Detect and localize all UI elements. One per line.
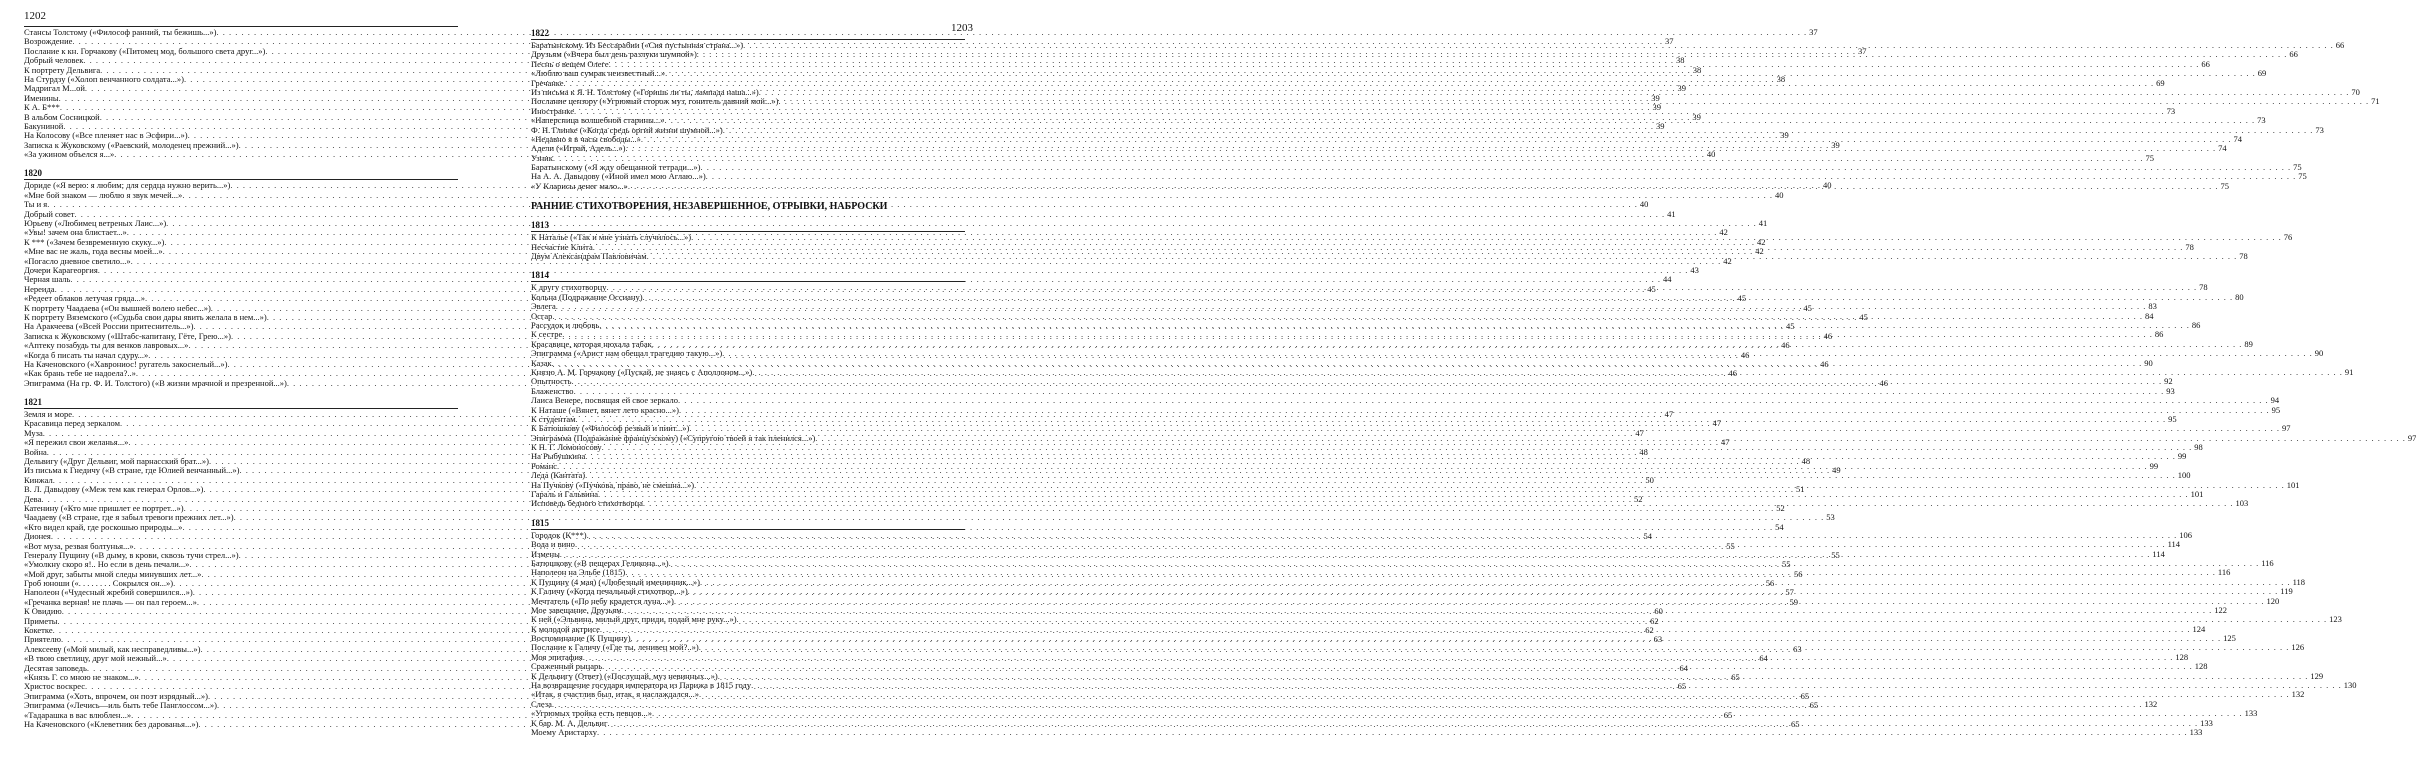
year-heading: 1813 (531, 220, 549, 231)
entry-title: Мадригал М...ой (24, 83, 85, 94)
entry-title: Нереида (24, 283, 55, 294)
entry-title: В альбом Сосницкой (24, 111, 100, 122)
dot-leader (647, 252, 2238, 261)
entry-page: 65 (1723, 709, 1733, 720)
entry-title: Вода и вино (531, 539, 575, 550)
entry-page: 128 (2194, 661, 2208, 672)
entry-title: Послание цензору («Угрюмый сторож муз, гонитель давний мой...») (531, 96, 779, 107)
entry-title: На А. А. Давыдову («Иной имел мою Аглаю...») (531, 171, 706, 182)
entry-title: «Люблю ваш сумрак неизвестный...» (531, 68, 666, 79)
entry-title: Эпиграмма («Хоть, впрочем, он поэт изрядный...») (24, 690, 208, 701)
entry-page: 99 (2177, 451, 2187, 462)
entry-page: 46 (1879, 377, 1888, 388)
entry-title: Измены (531, 548, 560, 559)
entry-page: 41 (1667, 208, 1676, 219)
entry-title: Десятая заповедь (24, 662, 87, 673)
entry-title: К Овидию (24, 606, 62, 617)
entry-title: К Н. Г. Ломоносову (531, 442, 602, 453)
year-heading: 1822 (531, 28, 549, 38)
entry-page: 86 (2154, 329, 2164, 340)
entry-page: 75 (2293, 162, 2302, 173)
entry-title: Рассудок и любовь (531, 319, 600, 330)
entry-page: 83 (2148, 301, 2157, 312)
entry-title: Красавица перед зеркалом (24, 418, 120, 429)
entry-page: 52 (1633, 493, 1643, 504)
entry-page: 39 (1831, 139, 1840, 150)
entry-page: 101 (2190, 489, 2204, 500)
entry-page: 42 (1755, 246, 1764, 257)
entry-page: 73 (2257, 115, 2266, 126)
entry-title: Ты и я (24, 199, 48, 210)
entry-title: Дочери Карагеоргия (24, 264, 98, 275)
entry-title: На Стурдзу («Холоп венчанного солдата...») (24, 73, 184, 84)
entry-page: 39 (1692, 111, 1701, 122)
entry-title: «У Кларисы денег мало...» (531, 180, 628, 191)
entry-title: Черная шаль (24, 274, 71, 285)
entry-page: 55 (1782, 559, 1791, 570)
entry-title: Эвлега (531, 301, 556, 312)
entry-page: 73 (2166, 105, 2176, 116)
entry-page: 47 (1720, 437, 1730, 448)
entry-page: 97 (2281, 423, 2291, 434)
entry-page: 123 (2329, 614, 2342, 625)
entry-title: «Вот муза, резвая болтунья...» (24, 540, 134, 551)
entry-title: К Наташе («Вянет, вянет лето красно...») (531, 404, 679, 415)
entry-title: Несчастие Клита (531, 241, 593, 252)
entry-title: Генералу Пущину («В дыму, в крови, сквозь тучи стрел...») (24, 549, 239, 560)
entry-page: 95 (2271, 404, 2281, 415)
entry-page: 46 (1820, 358, 1829, 369)
entry-title: Мое завещание. Друзьям (531, 604, 622, 615)
entry-page: 47 (1712, 418, 1722, 429)
entry-title: К другу стихотворцу (531, 282, 607, 293)
entry-title: Кинжал (24, 474, 53, 485)
entry-title: Юрьеву («Любимец ветреных Лаис...») (24, 218, 167, 229)
entry-title: Городок (К***) (531, 529, 587, 540)
entry-page: 76 (2283, 232, 2293, 243)
entry-title: «Умолкну скоро я!.. Но если в день печали...» (24, 559, 190, 570)
entry-page: 51 (1796, 484, 1805, 495)
entry-page: 63 (1793, 643, 1802, 654)
entry-page: 114 (2152, 548, 2165, 559)
entry-title: К *** («Зачем безвременную скуку...») (24, 236, 165, 247)
entry-page: 56 (1765, 578, 1775, 589)
entry-page: 54 (1775, 521, 1784, 532)
entry-title: «Гречанка верная! не плачь — он пал героем...» (24, 596, 197, 607)
entry-page: 129 (2310, 670, 2324, 681)
entry-title: Христос воскрес (24, 681, 85, 692)
entry-title: Красавице, которая нюхала табак (531, 338, 652, 349)
entry-page: 40 (1639, 199, 1649, 210)
entry-title: Приметы (24, 615, 58, 626)
entry-page: 40 (1706, 149, 1716, 160)
entry-page: 45 (1786, 321, 1795, 332)
entry-title: Возрождение (24, 36, 73, 47)
entry-page: 114 (2167, 539, 2180, 550)
entry-page: 119 (2280, 586, 2293, 597)
entry-page: 65 (1677, 681, 1687, 692)
entry-title: «Тадарашка в вас влюблен...» (24, 709, 132, 720)
entry-page: 78 (2185, 241, 2194, 252)
entry-page: 125 (2223, 633, 2236, 644)
dot-leader (643, 499, 2234, 508)
entry-title: Ф. Н. Глинке («Когда средь оргий жизни шумной...») (531, 124, 723, 135)
entry-title: Стансы Толстому («Философ ранний, ты бежишь...») (24, 27, 217, 37)
entry-title: Моему Аристарху (531, 727, 597, 737)
entry-page: 133 (2244, 708, 2258, 719)
entry-page: 97 (2407, 432, 2416, 443)
entry-title: К А. Б*** (24, 102, 60, 113)
entry-page: 103 (2235, 498, 2249, 509)
entry-title: Наполеон («Чудесный жребий совершился...») (24, 587, 193, 598)
entry-title: Приятелю (24, 634, 61, 645)
entry-title: «Мне вас не жаль, года весны моей...» (24, 246, 163, 257)
entry-page: 47 (1664, 409, 1674, 420)
entry-page: 63 (1653, 634, 1663, 645)
entry-page: 38 (1776, 73, 1786, 84)
entry-page: 122 (2214, 604, 2227, 615)
entry-title: Добрый совет (24, 208, 75, 219)
entry-page: 69 (2257, 68, 2267, 79)
entry-title: Романс (531, 460, 558, 471)
entry-page: 90 (2314, 348, 2324, 359)
entry-title: Баратынскому. Из Бессарабии («Сия пустынная страна...») (531, 40, 744, 50)
entry-title: К Батюшкову («Философ резвый и пиит...») (531, 423, 690, 434)
entry-title: Дельвигу («Друг Дельвиг, мой парнасский брат...») (24, 456, 209, 467)
entry-title: «В твою светлицу, друг мой нежный...» (24, 653, 167, 664)
entry-page: 39 (1780, 130, 1789, 141)
entry-title: Гречанке (531, 77, 564, 88)
entry-page: 89 (2244, 338, 2253, 349)
entry-title: Осгар (531, 310, 553, 321)
entry-page: 42 (1723, 255, 1732, 266)
entry-page: 93 (2166, 385, 2175, 396)
entry-page: 69 (2156, 77, 2165, 88)
entry-title: Из письма к Я. Н. Толстому («Горишь ли ты, лампада наша...») (531, 86, 759, 97)
entry-page: 56 (1793, 568, 1803, 579)
entry-page: 59 (1789, 596, 1799, 607)
entry-title: «Увы! зачем она блистает...» (24, 227, 127, 238)
entry-title: «За ужином объелся я...» (24, 149, 115, 160)
entry-title: Гараль и Гальвина (531, 489, 599, 500)
entry-title: Баратынскому («Я жду обещанной тетради...») (531, 162, 701, 173)
entry-title: Дионея (24, 531, 51, 542)
entry-page: 62 (1650, 615, 1659, 626)
entry-page: 84 (2145, 310, 2154, 321)
entry-title: Именины (24, 92, 59, 103)
entry-title: На Колосову («Все пленяет нас в Эсфири...») (24, 130, 188, 141)
entry-title: Слеза (531, 698, 552, 709)
entry-title: «Итак, я счастлив был, итак, я наслаждался...» (531, 689, 700, 700)
entry-page: 106 (2179, 529, 2192, 540)
entry-title: Добрый человек (24, 55, 84, 66)
entry-page: 65 (1731, 672, 1740, 682)
entry-title: На Рыбушкина (531, 451, 586, 462)
dot-leader (628, 182, 2219, 191)
entry-title: «Как брань тебе не надоела?..» (24, 368, 136, 379)
entry-title: Дориде («Я верю: я любим; для сердца нужно верить...») (24, 180, 231, 191)
entry-title: Двум Александрам Павловичам (531, 251, 647, 262)
entry-page: 86 (2191, 319, 2201, 330)
entry-page: 74 (2218, 143, 2227, 154)
entry-title: «Угрюмых тройка есть певцов...» (531, 708, 652, 719)
entry-title: Чаадаеву («В стране, где я забыл тревоги прежних лет...») (24, 512, 234, 523)
entry-page: 75 (2298, 171, 2307, 182)
entry-page: 66 (2201, 58, 2210, 69)
entry-title: К студентам (531, 413, 576, 424)
entry-page: 40 (1774, 189, 1784, 200)
entry-page: 80 (2235, 291, 2244, 302)
entry-title: К Дельвигу (Ответ) («Послушай, муз невинных...») (531, 670, 718, 681)
entry-page: 100 (2177, 470, 2191, 481)
entry-page: 46 (1740, 349, 1750, 360)
entry-title: «Мне бой знаком — люблю я звук мечей...» (24, 189, 183, 200)
entry-page: 95 (2168, 413, 2177, 424)
entry-title: Кокетке (24, 625, 53, 636)
entry-page: 73 (2315, 124, 2324, 135)
entry-title: Гроб юноши («. . . . . . . . Сокрылся он...») (24, 578, 174, 589)
entry-title: Эпиграмма (Подражание французскому) («Супругою твоей я так пленился...») (531, 432, 816, 443)
entry-page: 37 (1665, 36, 1674, 47)
entry-title: Казак (531, 357, 552, 368)
entry-page: 37 (1809, 27, 1818, 37)
section-heading: РАННИЕ СТИХОТВОРЕНИЯ, НЕЗАВЕРШЕННОЕ, ОТРЫВКИ, НАБРОСКИ (531, 201, 888, 213)
entry-page: 65 (1791, 718, 1800, 729)
entry-title: Из письма к Гнедичу («В стране, где Юлией венчанный...») (24, 465, 240, 476)
entry-title: Опытность (531, 376, 572, 387)
entry-page: 124 (2192, 623, 2206, 634)
entry-page: 94 (2270, 395, 2280, 406)
entry-page: 64 (1759, 653, 1768, 664)
entry-title: Война (24, 446, 47, 457)
year-heading: 1821 (24, 397, 42, 408)
entry-title: Лаиса Венере, посвящая ей свое зеркало (531, 395, 678, 406)
toc-entry[interactable] (531, 727, 2203, 737)
entry-page: 45 (1647, 283, 1656, 294)
entry-page: 90 (2144, 357, 2153, 368)
entry-title: К Пущину (4 мая) («Любезный именинник...») (531, 576, 700, 587)
dot-leader (597, 728, 2188, 737)
entry-title: «Наперсница волшебной старины...» (531, 115, 665, 126)
entry-page: 46 (1728, 368, 1737, 379)
entry-page: 41 (1758, 218, 1768, 229)
entry-page: 39 (1655, 120, 1665, 131)
entry-title: В. Л. Давыдову («Меж тем как генерал Орлов...») (24, 484, 204, 495)
entry-title: Наполеон на Эльбе (1815) (531, 567, 626, 578)
entry-title: Леда (Кантата) (531, 470, 586, 481)
entry-page: 75 (2145, 152, 2154, 163)
entry-page: 52 (1776, 502, 1785, 513)
entry-page: 55 (1831, 549, 1840, 560)
entry-title: На Каченовского («Клеветник без дарованья...») (24, 718, 199, 729)
entry-page: 78 (2239, 251, 2248, 262)
entry-page: 50 (1645, 474, 1654, 485)
entry-page: 38 (1692, 64, 1702, 75)
entry-page: 42 (1719, 227, 1728, 238)
entry-page: 62 (1645, 625, 1654, 636)
entry-title: «Редеет облаков летучая гряда...» (24, 293, 146, 304)
entry-title: «Аптеку позабудь ты для венков лавровых...» (24, 340, 189, 351)
entry-title: Кольна (Подражание Оссиану) (531, 291, 643, 302)
entry-title: Моя эпитафия (531, 651, 583, 662)
entry-title: Записка к Жуковскому («Штабс-капитану, Гёте, Грею...») (24, 330, 231, 341)
entry-title: Блаженство (531, 385, 574, 396)
entry-page: 120 (2266, 595, 2280, 606)
entry-title: Князю А. М. Горчакову («Пускай, не знаясь с Аполлоном...») (531, 366, 753, 377)
entry-page: 48 (1639, 446, 1648, 457)
entry-page: 98 (2194, 442, 2203, 453)
entry-title: Эпиграмма («Лечись—иль быть тебе Панглоссом...») (24, 700, 217, 711)
entry-page: 71 (2371, 96, 2380, 107)
entry-title: Катенину («Кто мне пришлет ее портрет...») (24, 502, 184, 513)
entry-page: 39 (1652, 102, 1661, 113)
entry-page: 57 (1785, 587, 1794, 598)
entry-page: 132 (2291, 689, 2305, 700)
entry-title: Друзьям («Вчера был день разлуки шумной») (531, 49, 697, 60)
entry-page: 66 (2335, 40, 2345, 50)
entry-title: К портрету Дельвига (24, 64, 101, 75)
entry-page: 70 (2351, 86, 2360, 97)
entry-page: 91 (2344, 366, 2354, 377)
entry-page: 45 (1737, 293, 1747, 304)
entry-title: Алексееву («Мой милый, как несправедливы...») (24, 643, 201, 654)
entry-title: Записка к Жуковскому («Раевский, молоденец прежний...») (24, 139, 239, 150)
entry-page: 65 (1800, 690, 1810, 701)
entry-page: 53 (1826, 512, 1835, 523)
entry-title: На возвращение государя императора из Парижа в 1815 году (531, 680, 752, 691)
entry-page: 46 (1823, 330, 1833, 341)
entry-title: Дева (24, 493, 42, 504)
entry-title: Послание к кн. Горчакову («Питомец мод, большого света друг...») (24, 45, 266, 56)
entry-page: 92 (2164, 376, 2173, 387)
entry-page: 128 (2175, 651, 2189, 662)
entry-page: 64 (1679, 662, 1688, 673)
entry-page: 133 (2189, 727, 2203, 737)
entry-title: К ней («Эльвина, милый друг, приди, подай мне руку...») (531, 614, 737, 625)
entry-page: 39 (1677, 83, 1687, 94)
year-heading: 1814 (531, 270, 549, 281)
entry-page: 48 (1801, 456, 1811, 467)
entry-title: На Пучкову («Пучкова, право, не смешна...») (531, 479, 695, 490)
entry-page: 49 (1832, 465, 1841, 476)
entry-title: «Когда б писать ты начал сдуру...» (24, 349, 149, 360)
entry-title: К портрету Вяземского («Судьба свои дары явить желала в нем...») (24, 311, 267, 322)
entry-title: Адели («Играй, Адель...») (531, 143, 626, 154)
entry-page: 54 (1643, 531, 1652, 542)
entry-title: Муза (24, 427, 43, 438)
entry-title: Батюшкову («В пещерах Геликона...») (531, 557, 669, 568)
entry-page: 39 (1651, 92, 1660, 103)
entry-title: К Галичу («Когда печальный стихотвор...») (531, 586, 688, 597)
entry-title: Бакуниной (24, 120, 64, 131)
entry-page: 118 (2292, 576, 2306, 587)
entry-page: 132 (2144, 698, 2158, 709)
entry-title: Земля и море (24, 409, 73, 420)
entry-page: 40 (1822, 180, 1832, 191)
entry-page: 116 (2261, 557, 2274, 568)
entry-page: 60 (1654, 606, 1663, 617)
entry-page: 43 (1690, 264, 1699, 275)
entry-page: 37 (1857, 45, 1867, 56)
entry-page: 42 (1756, 236, 1766, 247)
entry-page: 45 (1859, 311, 1868, 322)
entry-title: «Я пережил свои желанья...» (24, 437, 129, 448)
entry-title: Воспоминание (К Пущину) (531, 633, 631, 644)
entry-title: На Каченовского («Хаврониос! ругатель закоснелый...») (24, 358, 228, 369)
entry-page: 116 (2217, 567, 2231, 578)
entry-page: 66 (2289, 49, 2298, 60)
entry-title: Узник (531, 152, 553, 163)
entry-page: 47 (1635, 427, 1644, 438)
entry-page: 99 (2149, 460, 2159, 471)
entry-title: К портрету Чаадаева («Он вышней волею небес...») (24, 302, 211, 313)
year-heading: 1815 (531, 517, 549, 528)
page-number-left: 1202 (24, 10, 46, 22)
entry-page: 38 (1676, 55, 1685, 66)
entry-page: 75 (2220, 180, 2229, 191)
entry-page: 65 (1809, 700, 1819, 711)
entry-page: 44 (1663, 274, 1672, 285)
entry-title: Эпиграмма («Арист нам обещал трагедию такую...») (531, 348, 723, 359)
entry-title: К молодой актрисе (531, 623, 600, 634)
entry-title: К Наталье («Так и мне узнать случилось...») (531, 232, 692, 243)
entry-page: 55 (1726, 540, 1735, 551)
entry-page: 133 (2200, 717, 2213, 728)
entry-page: 45 (1803, 302, 1812, 313)
entry-page: 46 (1781, 340, 1790, 351)
entry-page: 130 (2343, 680, 2357, 691)
entry-title: «Погасло дневное светило...» (24, 255, 131, 266)
entry-page: 126 (2291, 642, 2305, 653)
entry-title: «Мой друг, забыты мной следы минувших лет...» (24, 568, 202, 579)
entry-page: 101 (2286, 479, 2300, 490)
page-number-right: 1203 (951, 22, 973, 34)
entry-title: К бар. М. А. Дельвиг (531, 717, 608, 728)
entry-title: «Кто видел край, где роскошью природы...» (24, 521, 183, 532)
entry-title: Мечтатель («По небу крадется луна...») (531, 595, 674, 606)
entry-title: На Аракчеева («Всей России притеснитель...») (24, 321, 194, 332)
entry-page: 74 (2233, 133, 2243, 144)
entry-page: 78 (2199, 282, 2208, 293)
entry-title: «Недавно я в часы свободы...» (531, 133, 641, 144)
entry-title: Иностранке (531, 105, 575, 116)
entry-title: Эпиграмма (На гр. Ф. И. Толстого) («В жизни мрачной и презренной...») (24, 377, 287, 388)
entry-title: «Князь Г. со мною не знаком...» (24, 672, 139, 682)
entry-title: Песнь о вещем Олеге (531, 58, 609, 69)
entry-title: Исповедь бедного стихотворца (531, 498, 643, 509)
entry-title: Послание к Галичу («Где ты, ленивец мой?..») (531, 642, 699, 653)
entry-title: К сестре (531, 329, 563, 340)
year-heading: 1820 (24, 168, 42, 179)
entry-title: Сраженный рыцарь (531, 661, 603, 672)
